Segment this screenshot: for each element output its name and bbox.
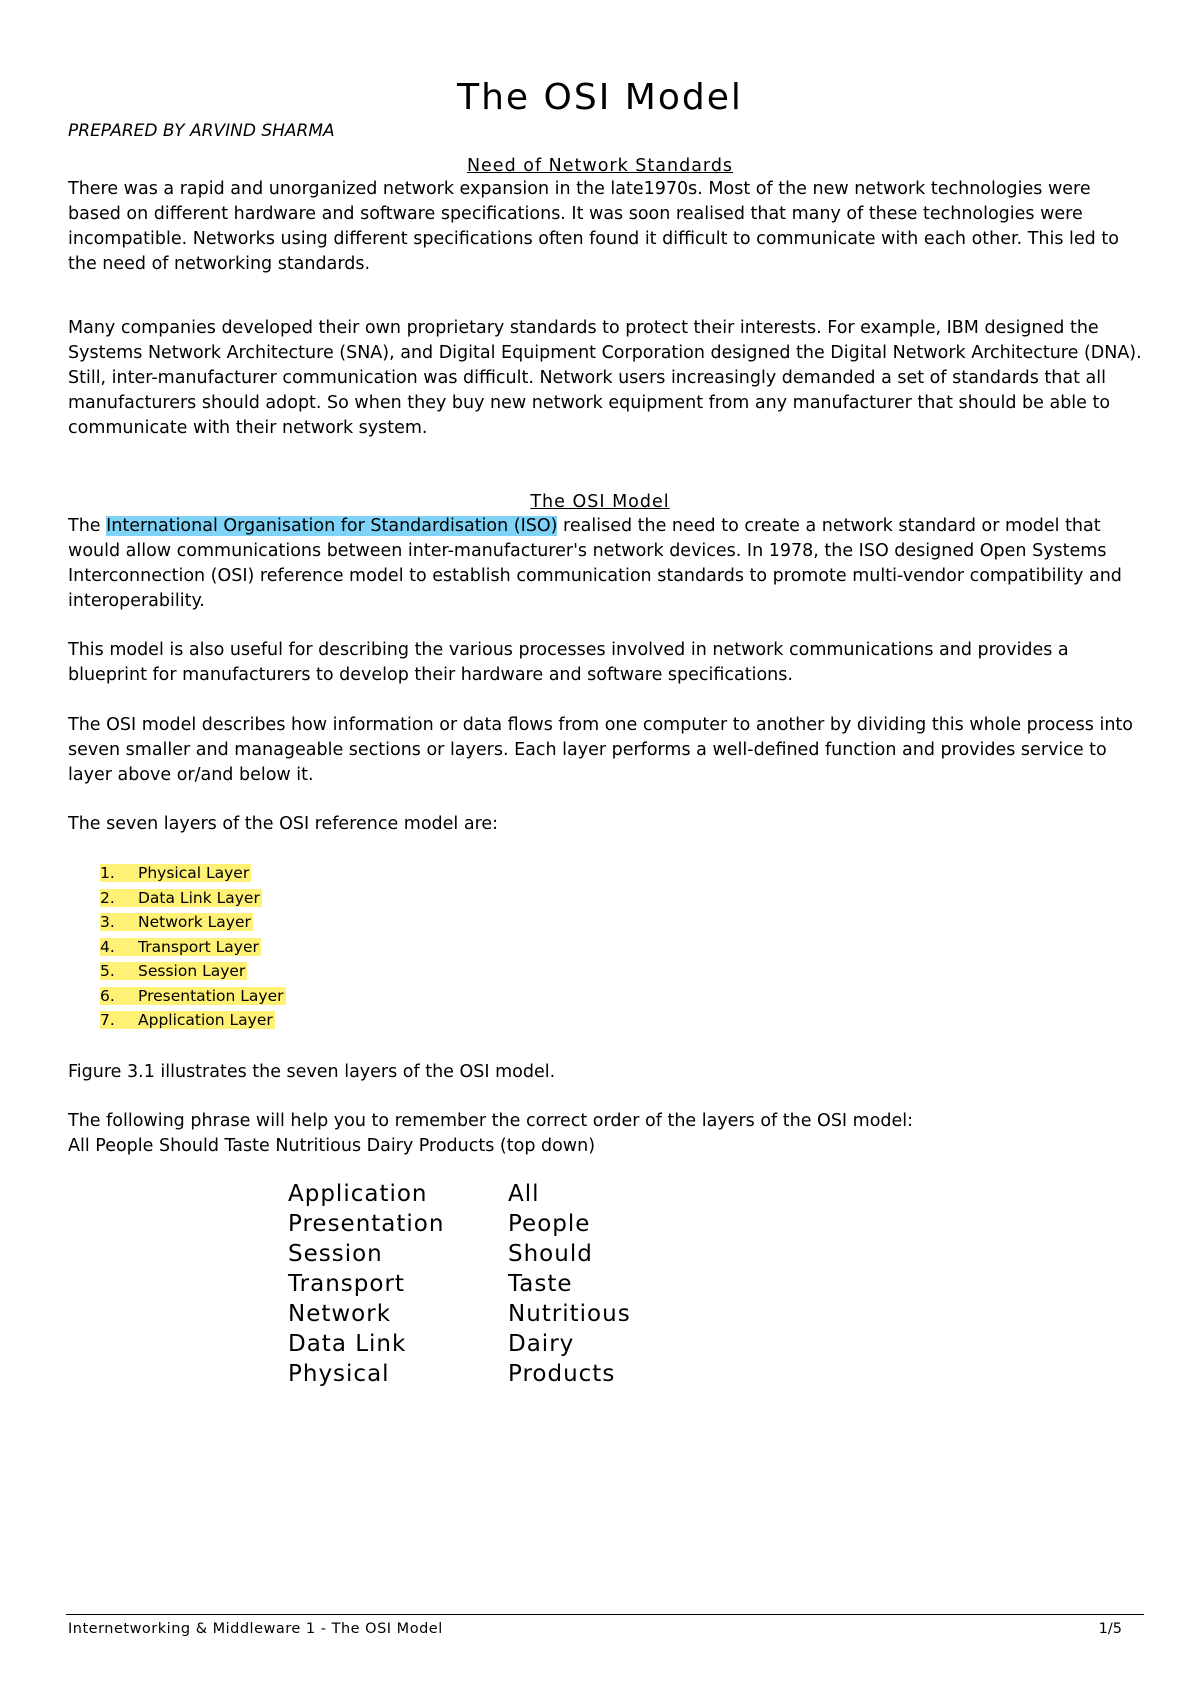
list-item: 2. Data Link Layer [100,888,260,907]
list-item: 4. Transport Layer [100,937,259,956]
mnemonic-phrase: All People Should Taste Nutritious Dairy Products (top down) [68,1136,596,1156]
paragraph-text: The seven layers of the OSI reference model are: [68,814,499,834]
table-row: Application All [288,1181,540,1207]
paragraph-text: There was a rapid and unorganized network expansion in the late1970s. Most of the new network technologies were based on different hardware and software specifications. It was soon realised that many of these technologies were incompatible. Networks using different specifications often found it difficult to communicate with each other. This led to the need of networking standards. [68,179,1119,274]
paragraph-text: The [68,516,107,536]
list-item: 1. Physical Layer [100,864,250,882]
list-item: 5. Session Layer [100,962,246,980]
table-row: Session Should [288,1241,593,1267]
paragraph-text: This model is also useful for describing the various processes involved in network communications and provides a blueprint for manufacturers to develop their hardware and software specifications. [68,640,1069,685]
paragraph-proprietary-standards [68,316,1148,441]
figure-note: Figure 3.1 illustrates the seven layers of the OSI model. [68,1062,556,1082]
table-row: Transport Taste [288,1271,573,1297]
list-item: 7. Application Layer [100,1011,273,1029]
paragraph-data-flow [68,713,1148,788]
mnemonic-table [288,1179,631,1389]
list-item: 6. Presentation Layer [100,986,284,1005]
footer-divider [66,1614,1144,1615]
paragraph-blueprint [68,638,1148,688]
page-number: 1/5 [1098,1621,1122,1637]
paragraph-seven-layers-intro [68,812,1148,837]
iso-highlight: International Organisation for Standardisation (ISO) [106,516,558,536]
document-title: The OSI Model [457,77,743,118]
table-row: Data Link Dairy [288,1331,575,1357]
layer-list [100,861,286,1033]
author-line: PREPARED BY ARVIND SHARMA [68,121,335,141]
footer-title: Internetworking & Middleware 1 - The OSI Model [68,1621,443,1637]
section-heading-osi-model: The OSI Model [530,492,670,512]
table-row: Network Nutritious [288,1301,631,1327]
paragraph-text: realised the need to create a network standard or model that would allow communications between inter-manufacturer's network devices. In 1978, the ISO designed Open Systems Interconnection (OSI) reference model to establish communication standards to promote multi-vendor compatibility and interoperability. [68,516,1122,611]
paragraph-iso [68,514,1148,614]
paragraph-text: Many companies developed their own proprietary standards to protect their interests. For example, IBM designed the Systems Network Architecture (SNA), and Digital Equipment Corporation designed the Digital Network Architecture (DNA). Still, inter-manufacturer communication was difficult. Network users increasingly demanded a set of standards that all manufacturers should adopt. So when they buy new network equipment from any manufacturer that should be able to communicate with their network system. [68,318,1142,438]
table-row: Presentation People [288,1211,591,1237]
paragraph-text: The OSI model describes how information or data flows from one computer to another by dividing this whole process into seven smaller and manageable sections or layers. Each layer performs a well-defined function and provides service to layer above or/and below it. [68,715,1133,785]
table-row: Physical Products [288,1361,616,1387]
section-heading-network-standards: Need of Network Standards [466,156,734,176]
list-item: 3. Network Layer [100,913,251,931]
phrase-intro: The following phrase will help you to remember the correct order of the layers of the OSI model: All People Should Taste Nutritious Dairy Products (top down) [68,1109,1148,1159]
paragraph-network-expansion [68,177,1148,277]
